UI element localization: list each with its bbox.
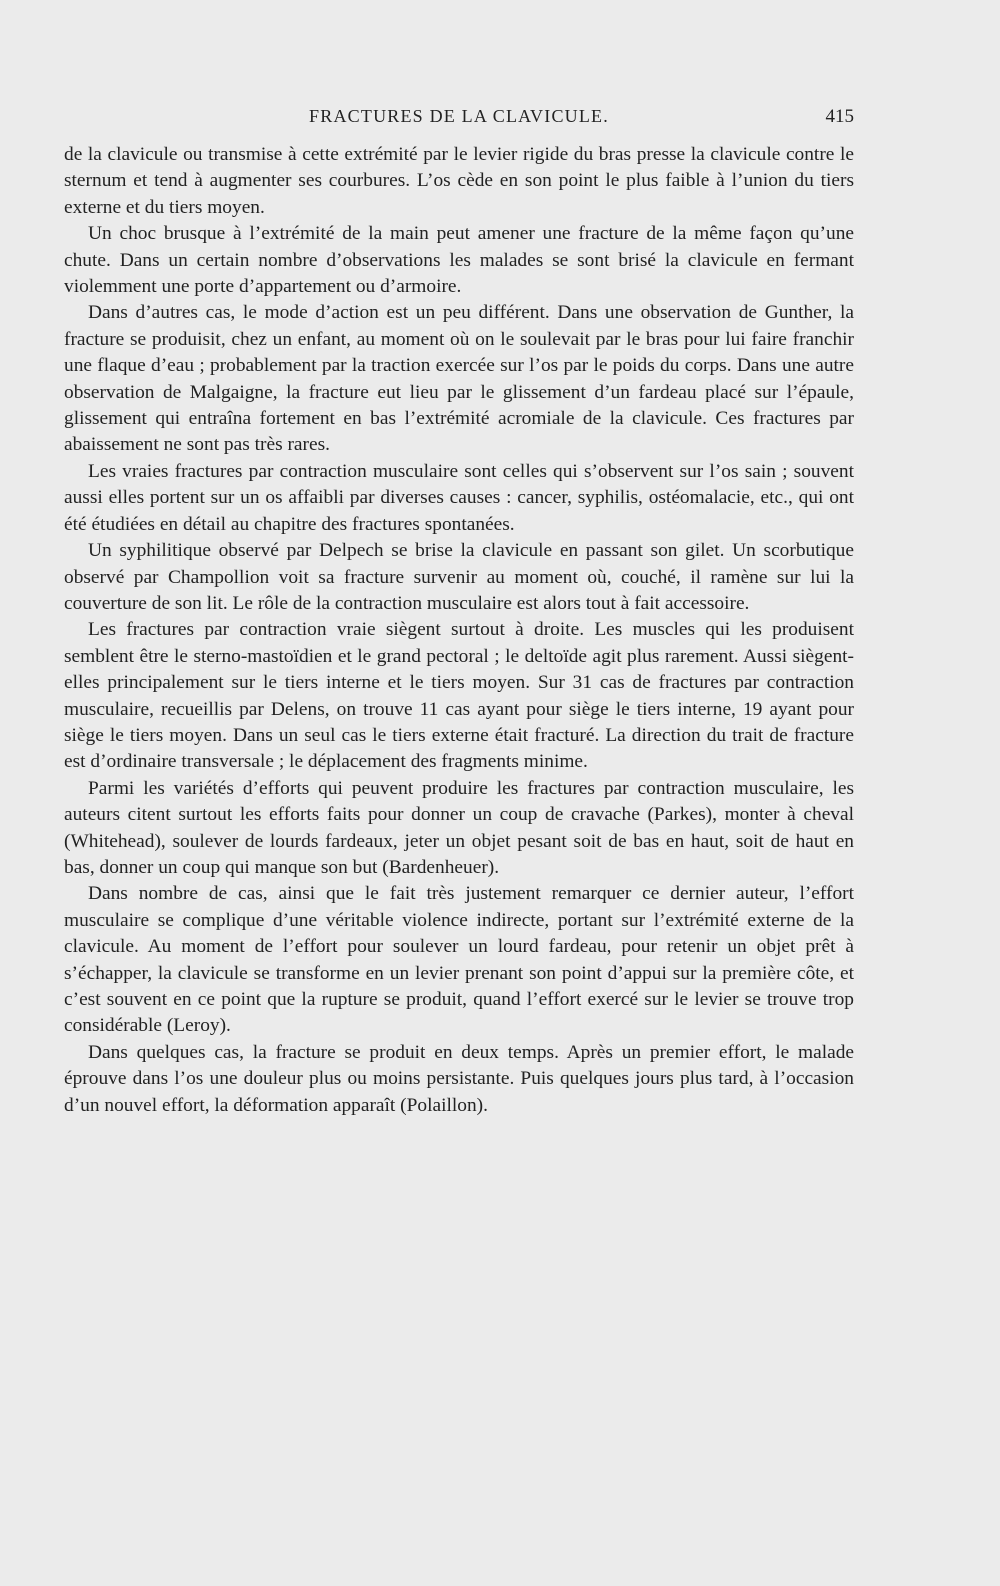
paragraph: Dans d’autres cas, le mode d’action est un peu différent. Dans une observation de Gunther, la fracture se produisit, chez un enfant, au moment où on le soulevait par le bras pour lui faire franchir une flaque d’eau ; probablement par la traction exercée sur l’os par le poids du corps. Dans une autre observation de Malgaigne, la fracture eut lieu par le glissement d’un fardeau placé sur l’épaule, glissement qui entraîna fortement en bas l’extrémité acromiale de la clavicule. Ces fractures par abaissement ne sont pas très rares. [64, 302, 854, 456]
body-text [64, 142, 854, 1119]
page-header [64, 106, 854, 136]
paragraph: Un choc brusque à l’extrémité de la main peut amener une fracture de la même façon qu’une chute. Dans un certain nombre d’observations les malades se sont brisé la clavicule en fermant violemment une porte d’appartement ou d’armoire. [64, 223, 854, 298]
paragraph: Les fractures par contraction vraie siègent surtout à droite. Les muscles qui les produisent semblent être le sterno-mastoïdien et le grand pectoral ; le deltoïde agit plus rarement. Aussi siègent-elles principalement sur le tiers interne et le tiers moyen. Sur 31 cas de fractures par contraction musculaire, recueillis par Delens, on trouve 11 cas ayant pour siège le tiers interne, 19 ayant pour siège le tiers moyen. Dans un seul cas le tiers externe était fracturé. La direction du trait de fracture est d’ordinaire transversale ; le déplacement des fragments minime. [64, 619, 854, 773]
paragraph: Les vraies fractures par contraction musculaire sont celles qui s’observent sur l’os sain ; souvent aussi elles portent sur un os affaibli par diverses causes : cancer, syphilis, ostéomalacie, etc., qui ont été étudiées en détail au chapitre des fractures spontanées. [64, 460, 854, 535]
running-title: FRACTURES DE LA CLAVICULE. [309, 106, 609, 126]
paragraph: de la clavicule ou transmise à cette extrémité par le levier rigide du bras presse la clavicule contre le sternum et tend à augmenter ses courbures. L’os cède en son point le plus faible à l’union du tiers externe et du tiers moyen. [64, 144, 854, 218]
paragraph: Dans quelques cas, la fracture se produit en deux temps. Après un premier effort, le malade éprouve dans l’os une douleur plus ou moins persistante. Puis quelques jours plus tard, à l’occasion d’un nouvel effort, la déformation apparaît (Polaillon). [64, 1041, 854, 1116]
paragraph: Dans nombre de cas, ainsi que le fait très justement remarquer ce dernier auteur, l’effort musculaire se complique d’une véritable violence indirecte, portant sur l’extrémité externe de la clavicule. Au moment de l’effort pour soulever un lourd fardeau, pour retenir un objet prêt à s’échapper, la clavicule se transforme en un levier prenant son point d’appui sur la première côte, et c’est souvent en ce point que la rupture se produit, quand l’effort exercé sur le levier se trouve trop considérable (Leroy). [64, 883, 854, 1037]
page-number: 415 [825, 106, 854, 127]
paragraph: Un syphilitique observé par Delpech se brise la clavicule en passant son gilet. Un scorbutique observé par Champollion voit sa fracture survenir au moment où, couché, il ramène sur lui la couverture de son lit. Le rôle de la contraction musculaire est alors tout à fait accessoire. [64, 540, 854, 614]
paragraph: Parmi les variétés d’efforts qui peuvent produire les fractures par contraction musculaire, les auteurs citent surtout les efforts faits pour donner un coup de cravache (Parkes), monter à cheval (Whitehead), soulever de lourds fardeaux, jeter un objet pesant soit de bas en haut, soit de haut en bas, donner un coup qui manque son but (Bardenheuer). [64, 777, 854, 878]
